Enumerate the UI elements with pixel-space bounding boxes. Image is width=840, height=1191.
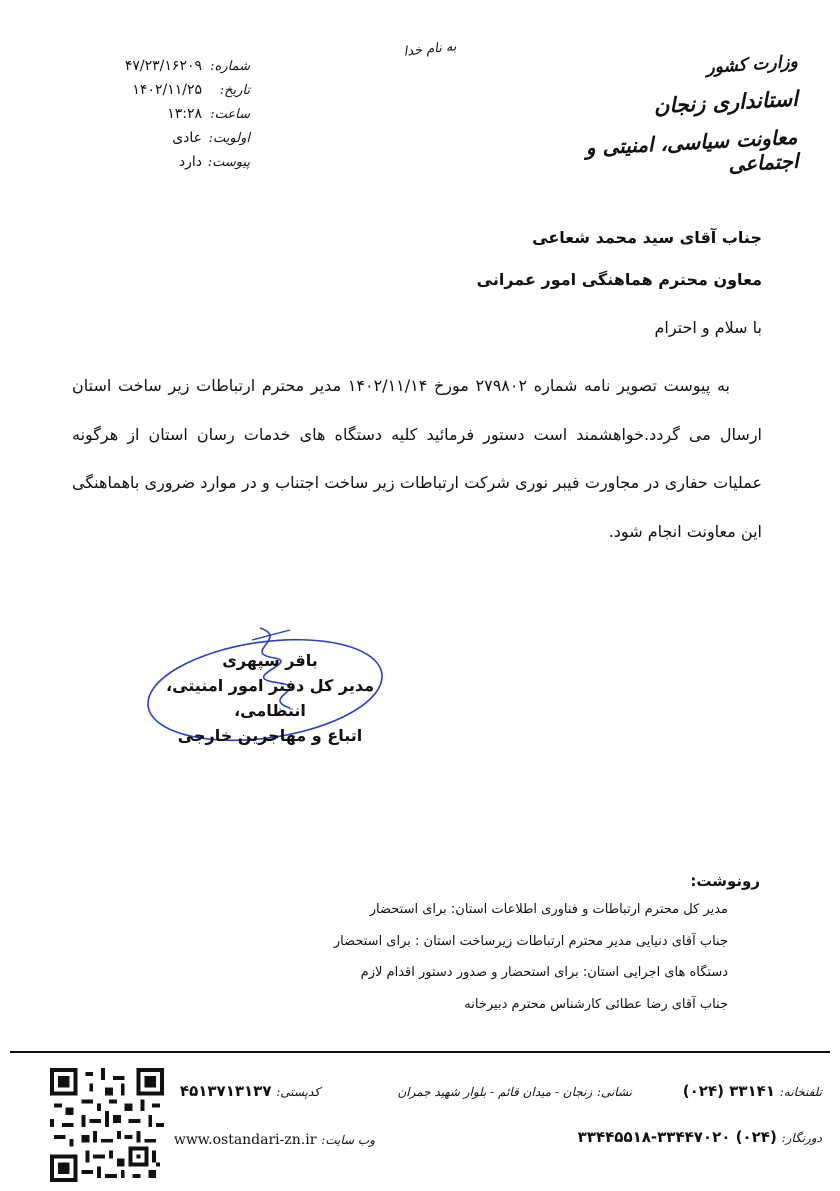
footer-fax: [578, 1128, 822, 1146]
qr-code: [50, 1068, 164, 1182]
meta-value: ۱۳:۲۸: [167, 106, 202, 122]
cc-item: دستگاه های اجرایی استان: برای استحضار و صدور دستور اقدام لازم: [360, 965, 728, 980]
footer-address: [397, 1082, 632, 1100]
footer-divider: [10, 1051, 830, 1053]
cc-item: جناب آقای دنیایی مدیر محترم ارتباطات زیرساخت استان : برای استحضار: [333, 933, 728, 949]
meta-time: [60, 106, 250, 130]
meta-number: [60, 58, 250, 82]
meta-key: تاریخ:: [219, 83, 250, 98]
signer-name: باقر سپهری: [222, 651, 318, 670]
website-value[interactable]: www.ostandari-zn.ir: [173, 1132, 317, 1148]
letter-meta: [60, 58, 250, 178]
signer-title-cont: اتباع و مهاجرین خارجی: [177, 726, 363, 745]
postal-label: کدپستی:: [276, 1085, 320, 1099]
meta-date: [60, 82, 250, 106]
postal-value: ۴۵۱۳۷۱۳۱۳۷: [179, 1082, 272, 1100]
letter-body: [72, 362, 762, 556]
meta-attachment: [60, 154, 250, 178]
address-value: زنجان - میدان قائم - بلوار شهید جمران: [397, 1085, 593, 1099]
cc-item: مدیر کل محترم ارتباطات و فناوری اطلاعات استان: برای استحضار: [369, 902, 728, 917]
meta-key: اولویت:: [208, 131, 250, 146]
meta-key: ساعت:: [210, 107, 250, 122]
cc-list: [228, 902, 728, 1028]
phone-label: تلفنخانه:: [779, 1085, 822, 1099]
meta-value: دارد: [178, 154, 202, 170]
greeting: با سلام و احترام: [654, 318, 762, 337]
addressee: [262, 228, 762, 312]
footer-phone: [683, 1082, 822, 1100]
fax-label: دورنگار:: [781, 1131, 822, 1145]
cc-title: رونوشت:: [690, 872, 760, 890]
deputy-name: معاونت سیاسی، امنیتی و اجتماعی: [585, 124, 800, 177]
footer-website: [174, 1130, 375, 1148]
meta-key: پیوست:: [207, 155, 250, 170]
bismillah: به نام خدا: [402, 39, 458, 60]
meta-priority: [60, 130, 250, 154]
body-paragraph: به پیوست تصویر نامه شماره ۲۷۹۸۰۲ مورخ ۱۴۰۲/۱۱/۱۴ مدیر محترم ارتباطات زیر ساخت استان ارسال می گردد.خواهشمند است دستور فرمائید کلیه دستگاه های خدمات رسان استان از هرگونه عملیات حفاری در مجاورت فیبر نوری شرکت ارتباطات زیر ساخت اجتناب و در موارد ضروری باهماهنگی این معاونت انجام شود.: [72, 376, 762, 541]
meta-key: شماره:: [210, 59, 250, 74]
address-label: نشانی:: [596, 1085, 632, 1099]
cc-item: جناب آقای رضا عطائی کارشناس محترم دبیرخانه: [464, 996, 728, 1012]
signer-title: مدیر کل دفتر امور امنیتی، انتظامی،: [165, 676, 375, 720]
meta-value: ۱۴۰۲/۱۱/۲۵: [132, 82, 202, 98]
fax-value: (۰۲۴) ۳۳۴۴۷۰۲۰-۳۳۴۴۵۵۱۸: [577, 1128, 777, 1146]
footer-postal: [180, 1082, 320, 1100]
website-label: وب سایت:: [321, 1133, 375, 1147]
signature-block: [130, 648, 410, 748]
phone-value: ۳۳۱۴۱ (۰۲۴): [682, 1082, 775, 1100]
addressee-name: جناب آقای سید محمد شعاعی: [532, 228, 762, 247]
meta-value: ۴۷/۲۳/۱۶۲۰۹: [124, 58, 202, 74]
governorate-name: استانداری زنجان: [653, 85, 799, 119]
meta-value: عادی: [172, 130, 202, 146]
ministry-name: وزارت کشور: [705, 51, 799, 78]
letterhead: [558, 51, 800, 179]
addressee-title: معاون محترم هماهنگی امور عمرانی: [476, 270, 762, 289]
